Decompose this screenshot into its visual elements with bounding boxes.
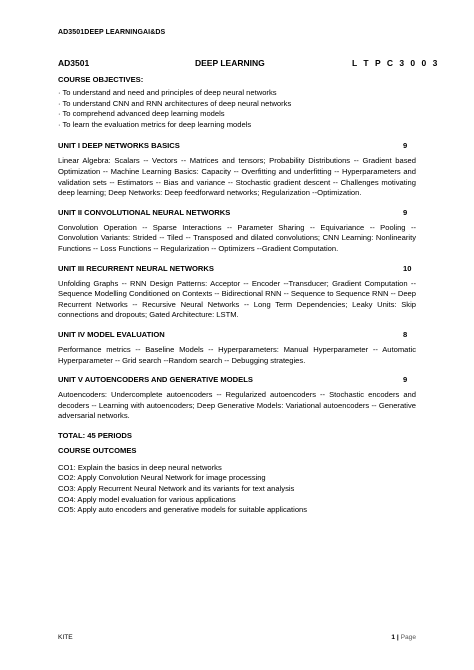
page-number: 1: [391, 634, 396, 641]
page-indicator: [391, 634, 416, 641]
unit-hours: 9: [403, 141, 408, 151]
unit-title: UNIT II CONVOLUTIONAL NEURAL NETWORKS: [58, 207, 231, 217]
outcome-item: CO1: Explain the basics in deep neural networks: [58, 462, 222, 472]
unit-heading: [58, 141, 416, 152]
outcome-item: CO4: Apply model evaluation for various applications: [58, 494, 236, 504]
objective-item: · To understand CNN and RNN architectures of deep neural networks: [58, 98, 292, 108]
unit-heading: [58, 264, 416, 275]
unit-content: Convolution Operation -- Sparse Interactions -- Parameter Sharing -- Equivariance -- Pooling -- Convolution Variants: Strided -- Tiled -- Transposed and dilated convolutions; CNN Learning: Nonlinearity Functions -- Loss Functions -- Regularization -- Optimizers --Gradient Computation.: [58, 222, 416, 253]
unit-content: Autoencoders: Undercomplete autoencoders -- Regularized autoencoders -- Stochastic encoders and decoders -- Learning with autoencoders; Deep Generative Models: Variational autoencoders -- Generative adversarial networks.: [58, 390, 416, 421]
outcomes-list: [58, 463, 416, 516]
unit-content: Performance metrics -- Baseline Models -- Hyperparameters: Manual Hyperparameter -- Automatic Hyperparameter -- Grid search --Random search -- Debugging strategies.: [58, 344, 416, 365]
course-ltpc: L T P C 3 0 0 3: [352, 58, 440, 68]
unit-hours: 9: [403, 375, 408, 385]
unit-heading: [58, 330, 416, 341]
outcomes-heading: COURSE OUTCOMES: [58, 445, 137, 455]
unit-title: UNIT III RECURRENT NEURAL NETWORKS: [58, 263, 214, 273]
page-word: Page: [400, 634, 416, 641]
unit-title: UNIT V AUTOENCODERS AND GENERATIVE MODELS: [58, 375, 253, 385]
unit-hours: 9: [403, 207, 408, 217]
objectives-heading: COURSE OBJECTIVES:: [58, 75, 144, 84]
objective-item: · To learn the evaluation metrics for deep learning models: [58, 119, 252, 129]
unit-title: UNIT I DEEP NETWORKS BASICS: [58, 141, 180, 151]
course-title: DEEP LEARNING: [195, 58, 265, 68]
course-code: AD3501: [58, 58, 90, 68]
objectives-list: [58, 88, 416, 130]
outcome-item: CO5: Apply auto encoders and generative models for suitable applications: [58, 505, 308, 515]
objective-item: · To understand and need and principles of deep neural networks: [58, 88, 277, 97]
unit-title: UNIT IV MODEL EVALUATION: [58, 329, 165, 339]
page-separator: |: [396, 634, 399, 641]
unit-hours: 10: [403, 263, 412, 273]
unit-hours: 8: [403, 329, 408, 339]
footer-left: KITE: [58, 634, 73, 641]
outcome-item: CO2: Apply Convolution Neural Network for image processing: [58, 473, 266, 483]
objective-item: · To comprehend advanced deep learning models: [58, 109, 225, 119]
unit-content: Linear Algebra: Scalars -- Vectors -- Matrices and tensors; Probability Distributions -- Gradient based Optimization -- Machine Learning Basics: Capacity -- Overfitting and underfitting -- Hyperparameters and validation sets -- Estimators -- Bias and variance -- Stochastic gradient descent -- Challenges motivating deep learning; Deep Networks: Deep feedforward networks; Regularization --Optimization.: [58, 156, 416, 198]
unit-content: Unfolding Graphs -- RNN Design Patterns: Acceptor -- Encoder --Transducer; Gradient Computation -- Sequence Modelling Conditioned on Contexts -- Bidirectional RNN -- Sequence to Sequence RNN -- Deep Recurrent Networks -- Recursive Neural Networks -- Long Term Dependencies; Leaky Units: Skip connections and dropouts; Gated Architecture: LSTM.: [58, 278, 416, 320]
outcome-item: CO3: Apply Recurrent Neural Network and its variants for text analysis: [58, 484, 295, 494]
unit-heading: [58, 208, 416, 219]
syllabus-body: [58, 75, 416, 516]
unit-heading: [58, 375, 416, 386]
total-periods: TOTAL: 45 PERIODS: [58, 430, 132, 440]
page-footer: [58, 634, 416, 644]
running-header: AD3501DEEP LEARNINGAI&DS: [58, 29, 166, 36]
